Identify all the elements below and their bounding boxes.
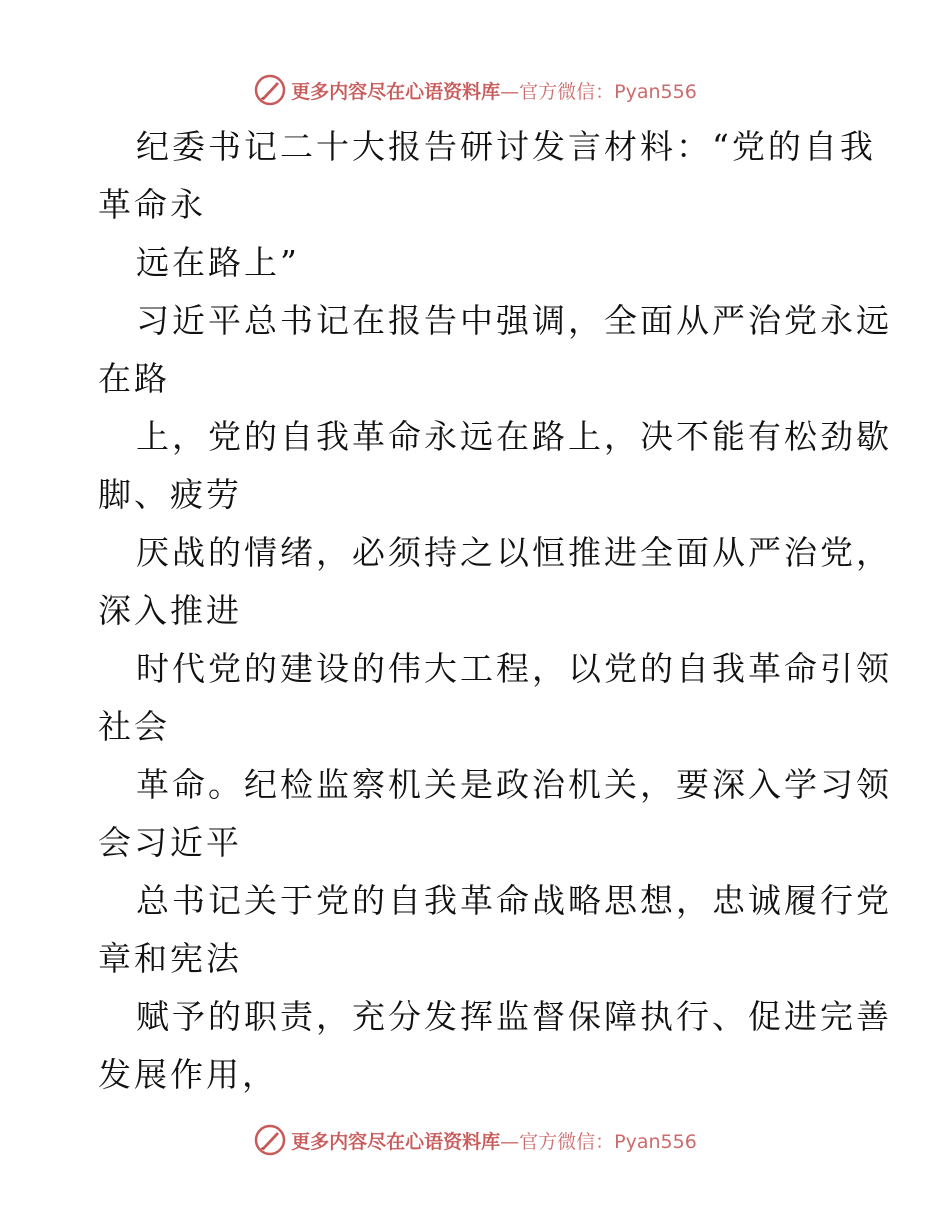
body-line: 习近平总书记在报告中强调，全面从严治党永远 (136, 301, 892, 340)
body-line: 社会 (98, 707, 170, 746)
body-line: 章和宪法 (98, 939, 242, 978)
banner-text (291, 77, 697, 104)
document-body (98, 118, 892, 1104)
quill-pen-icon (253, 73, 287, 107)
body-line: 上，党的自我革命永远在路上，决不能有松劲歇 (136, 417, 892, 456)
body-line: 总书记关于党的自我革命战略思想，忠诚履行党 (136, 881, 892, 920)
banner-brand: 更多内容尽在心语资料库 (291, 1130, 501, 1153)
body-line: 深入推进 (98, 591, 242, 630)
body-line: 赋予的职责，充分发挥监督保障执行、促进完善 (136, 997, 892, 1036)
quill-pen-icon (253, 1123, 287, 1157)
footer-watermark-banner (0, 1120, 950, 1160)
banner-text (291, 1127, 697, 1154)
banner-contact: 官方微信：Pyan556 (519, 1130, 697, 1153)
header-watermark-banner (0, 70, 950, 110)
body-line: 脚、疲劳 (98, 475, 242, 514)
body-line: 在路 (98, 359, 170, 398)
banner-separator: — (500, 1130, 520, 1153)
body-line: 革命。纪检监察机关是政治机关，要深入学习领 (136, 765, 892, 804)
body-line: 远在路上” (136, 243, 300, 282)
banner-separator: — (500, 80, 520, 103)
body-line: 革命永 (98, 185, 206, 224)
body-line: 纪委书记二十大报告研讨发言材料：“党的自我 (136, 127, 876, 166)
body-line: 发展作用， (98, 1055, 278, 1094)
banner-brand: 更多内容尽在心语资料库 (291, 80, 501, 103)
body-line: 时代党的建设的伟大工程，以党的自我革命引领 (136, 649, 892, 688)
body-line: 会习近平 (98, 823, 242, 862)
banner-contact: 官方微信：Pyan556 (519, 80, 697, 103)
body-line: 厌战的情绪，必须持之以恒推进全面从严治党， (136, 533, 892, 572)
